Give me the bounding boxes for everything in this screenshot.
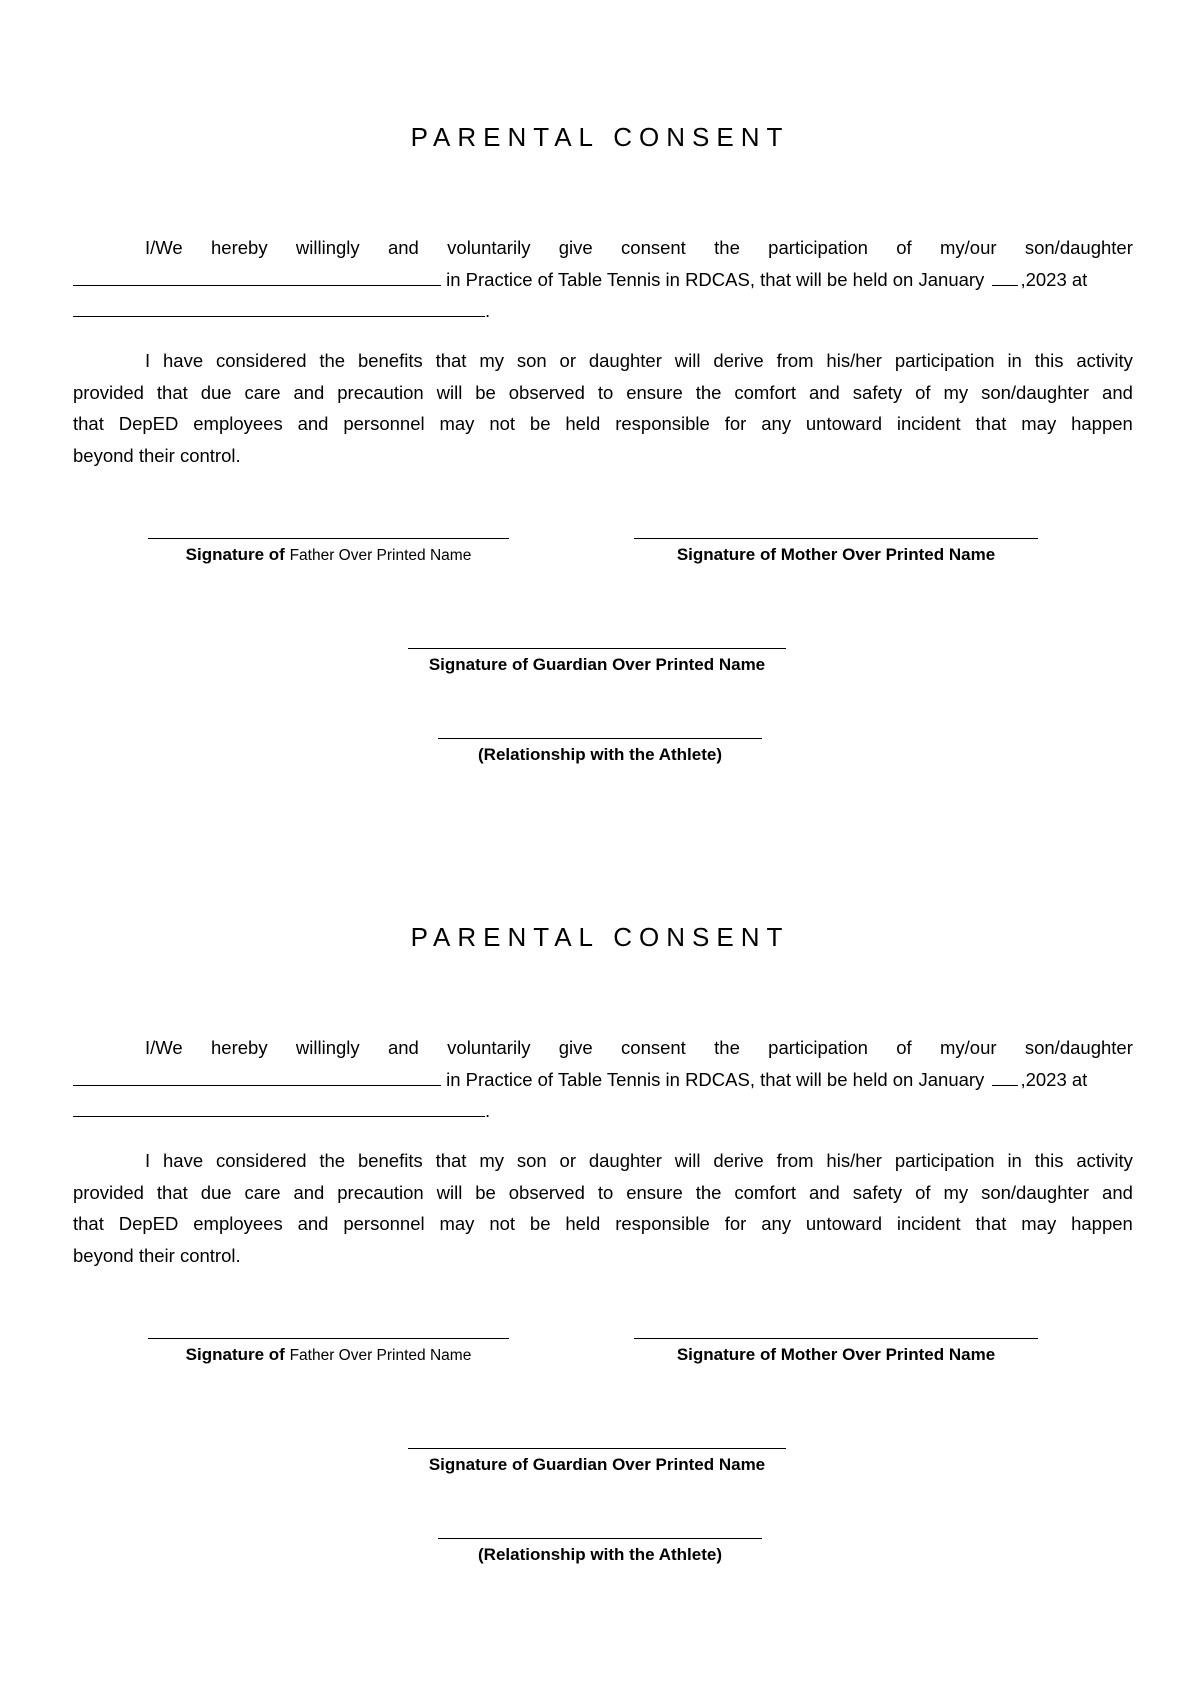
venue-blank[interactable] (73, 1097, 485, 1117)
signature-line (148, 538, 509, 539)
word: comfort (734, 1181, 797, 1203)
word: will (674, 1150, 701, 1171)
consent-line-1 (73, 232, 1133, 264)
word: may (439, 413, 475, 434)
consent-line-3 (73, 295, 1133, 327)
word: and (387, 237, 419, 258)
word: incident (896, 413, 961, 434)
word: and (808, 381, 840, 403)
word: untoward (805, 1213, 882, 1234)
signature-line (148, 1338, 509, 1339)
word: derive (713, 350, 764, 371)
word: willingly (295, 237, 360, 258)
word: comfort (734, 381, 797, 403)
word: and (808, 1181, 840, 1203)
event-text: in Practice of Table Tennis in RDCAS, that will be held on January (446, 1068, 985, 1090)
word: voluntarily (447, 1037, 531, 1058)
period-text: . (485, 300, 491, 321)
consent-line-2 (73, 1064, 1133, 1096)
consent-line-3 (73, 1095, 1133, 1127)
word: have (163, 350, 204, 371)
date-blank[interactable] (992, 266, 1018, 286)
word: consent (621, 1037, 686, 1058)
word: give (558, 1037, 593, 1058)
word: I (145, 350, 151, 371)
word: DepED (118, 413, 179, 434)
word: employees (193, 413, 283, 434)
consent-line-1 (73, 1032, 1133, 1064)
word: provided (73, 1181, 144, 1203)
word: the (695, 381, 722, 403)
word: personnel (343, 1213, 425, 1234)
word: may (1021, 1213, 1057, 1234)
word: his/her (826, 350, 882, 371)
word: I (145, 1150, 151, 1171)
word: precaution (337, 381, 424, 403)
word: of (896, 1037, 912, 1058)
benefits-line-3 (73, 408, 1133, 440)
word: precaution (337, 1181, 424, 1203)
date-blank[interactable] (992, 1066, 1018, 1086)
word: due (200, 1181, 232, 1203)
word: of (915, 1181, 931, 1203)
signature-line (408, 1448, 786, 1449)
word: safety (852, 381, 903, 403)
word: the (695, 1181, 722, 1203)
word: ensure (626, 1181, 683, 1203)
word: held (565, 413, 601, 434)
word: benefits (357, 350, 423, 371)
word: my (943, 381, 969, 403)
word: my/our (940, 1037, 997, 1058)
word: the (319, 350, 346, 371)
word: provided (73, 381, 144, 403)
relationship-label: (Relationship with the Athlete) (478, 745, 722, 764)
word: observed (508, 381, 585, 403)
word: participation (894, 350, 995, 371)
word: this (1034, 350, 1064, 371)
relationship-label: (Relationship with the Athlete) (478, 1545, 722, 1564)
word: daughter (588, 350, 662, 371)
word: will (436, 1181, 463, 1203)
word: daughter (588, 1150, 662, 1171)
guardian-signature-field[interactable] (408, 1448, 786, 1475)
relationship-field[interactable] (438, 738, 762, 765)
word: and (1102, 1181, 1133, 1203)
word: I/We (145, 1037, 183, 1058)
word: in (1007, 1150, 1022, 1171)
word: any (761, 1213, 792, 1234)
guardian-signature-label: Signature of Guardian Over Printed Name (428, 1455, 766, 1474)
word: activity (1076, 350, 1133, 371)
word: the (714, 1037, 740, 1058)
word: may (439, 1213, 475, 1234)
word: my (479, 350, 504, 371)
word: employees (193, 1213, 283, 1234)
signature-line (408, 648, 786, 649)
word: from (776, 350, 814, 371)
word: hereby (211, 1037, 268, 1058)
word: observed (508, 1181, 585, 1203)
mother-signature-field[interactable] (634, 1338, 1038, 1365)
mother-signature-label: Signature of Mother Over Printed Name (676, 545, 996, 564)
word: have (163, 1150, 204, 1171)
word: incident (896, 1213, 961, 1234)
word: this (1034, 1150, 1064, 1171)
word: the (319, 1150, 346, 1171)
signature-line (438, 738, 762, 739)
relationship-field[interactable] (438, 1538, 762, 1565)
word: his/her (826, 1150, 882, 1171)
word: due (200, 381, 232, 403)
year-text: ,2023 at (1020, 1068, 1088, 1090)
benefits-line-2 (73, 1177, 1133, 1209)
benefits-line-2 (73, 377, 1133, 409)
word: I/We (145, 237, 183, 258)
father-signature-label: Father Over Printed Name (289, 547, 472, 564)
word: considered (215, 1150, 307, 1171)
word: participation (894, 1150, 995, 1171)
word: for (724, 1213, 747, 1234)
year-text: ,2023 at (1020, 268, 1088, 290)
benefits-line-3 (73, 1208, 1133, 1240)
benefits-paragraph (73, 1145, 1133, 1271)
form-title: PARENTAL CONSENT (410, 122, 790, 152)
word: will (436, 381, 463, 403)
word: will (674, 350, 701, 371)
consent-form-1 (0, 0, 1200, 800)
word: untoward (805, 413, 882, 434)
consent-paragraph (73, 1032, 1133, 1127)
word: not (489, 1213, 516, 1234)
word: son/daughter (1024, 237, 1133, 258)
word: safety (852, 1181, 903, 1203)
mother-signature-label: Signature of Mother Over Printed Name (676, 1345, 996, 1364)
word: willingly (295, 1037, 360, 1058)
word: held (565, 1213, 601, 1234)
word: that (975, 413, 1007, 434)
word: son/daughter (981, 1181, 1090, 1203)
word: in (1007, 350, 1022, 371)
word: activity (1076, 1150, 1133, 1171)
word: son/daughter (981, 381, 1090, 403)
word: considered (215, 350, 307, 371)
word: that (73, 1213, 104, 1234)
word: may (1021, 413, 1057, 434)
benefits-line-1 (73, 1145, 1133, 1177)
guardian-signature-label: Signature of Guardian Over Printed Name (428, 655, 766, 674)
word: of (896, 237, 912, 258)
word: to (597, 1181, 614, 1203)
word: that (435, 1150, 467, 1171)
word: happen (1071, 1213, 1133, 1234)
word: hereby (211, 237, 268, 258)
word: not (489, 413, 516, 434)
child-name-blank[interactable] (73, 1066, 441, 1086)
word: and (293, 381, 325, 403)
child-name-blank[interactable] (73, 266, 441, 286)
word: personnel (343, 413, 425, 434)
mother-signature-field[interactable] (634, 538, 1038, 565)
venue-blank[interactable] (73, 297, 485, 317)
consent-form-2 (0, 800, 1200, 1600)
word: my (479, 1150, 504, 1171)
word: care (244, 1181, 281, 1203)
word: from (776, 1150, 814, 1171)
word: the (714, 237, 740, 258)
word: benefits (357, 1150, 423, 1171)
word: be (475, 1181, 496, 1203)
father-signature-field[interactable] (148, 538, 509, 565)
period-text: . (485, 1100, 491, 1121)
signature-line (634, 1338, 1038, 1339)
word: son/daughter (1024, 1037, 1133, 1058)
word: that (156, 381, 188, 403)
father-signature-label: Father Over Printed Name (289, 1347, 472, 1364)
word: happen (1071, 413, 1133, 434)
word: son (516, 350, 547, 371)
signature-line (438, 1538, 762, 1539)
consent-line-2 (73, 264, 1133, 296)
word: responsible (615, 1213, 710, 1234)
word: my (943, 1181, 969, 1203)
word: participation (768, 1037, 868, 1058)
word: ensure (626, 381, 683, 403)
consent-paragraph (73, 232, 1133, 327)
word: son (516, 1150, 547, 1171)
benefits-line-4: beyond their control. (73, 1244, 241, 1266)
word: that (156, 1181, 188, 1203)
word: be (529, 413, 551, 434)
signature-line (634, 538, 1038, 539)
word: voluntarily (447, 237, 531, 258)
word: consent (621, 237, 686, 258)
event-text: in Practice of Table Tennis in RDCAS, that will be held on January (446, 268, 985, 290)
father-signature-label-bold: Signature of (185, 545, 285, 564)
word: and (1102, 381, 1133, 403)
form-title: PARENTAL CONSENT (410, 922, 790, 952)
word: of (915, 381, 931, 403)
word: give (558, 237, 593, 258)
word: my/our (940, 237, 997, 258)
word: DepED (118, 1213, 179, 1234)
word: responsible (615, 413, 710, 434)
word: and (387, 1037, 419, 1058)
word: be (475, 381, 496, 403)
word: that (73, 413, 104, 434)
word: and (293, 1181, 325, 1203)
benefits-paragraph (73, 345, 1133, 471)
father-signature-label-bold: Signature of (185, 1345, 285, 1364)
word: derive (713, 1150, 764, 1171)
father-signature-field[interactable] (148, 1338, 509, 1365)
word: and (297, 1213, 329, 1234)
word: be (529, 1213, 551, 1234)
word: any (761, 413, 792, 434)
word: to (597, 381, 614, 403)
benefits-line-4: beyond their control. (73, 444, 241, 466)
word: that (975, 1213, 1007, 1234)
word: or (559, 1150, 576, 1171)
word: or (559, 350, 576, 371)
word: that (435, 350, 467, 371)
word: care (244, 381, 281, 403)
word: participation (768, 237, 868, 258)
guardian-signature-field[interactable] (408, 648, 786, 675)
word: and (297, 413, 329, 434)
benefits-line-1 (73, 345, 1133, 377)
word: for (724, 413, 747, 434)
